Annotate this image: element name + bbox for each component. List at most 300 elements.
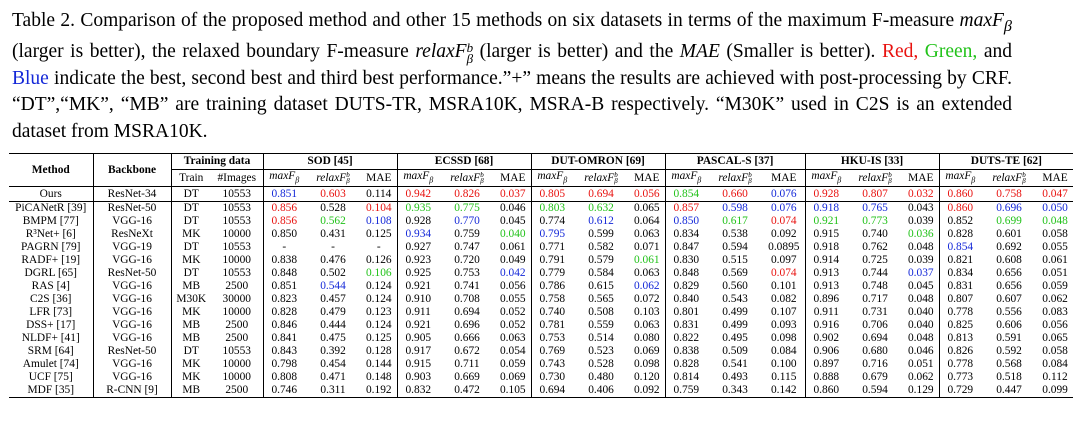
caption-math-relaxf: relaxF b β — [415, 39, 474, 66]
cell-backbone: VGG-16 — [93, 332, 171, 345]
cell-train: DT — [183, 345, 199, 358]
cell-value: 0.074 — [763, 267, 805, 280]
cell-value: 0.615 — [588, 280, 614, 293]
header-mae: MAE — [1037, 170, 1073, 187]
caption-green-word: Green, — [924, 41, 978, 63]
cell-value: 0.043 — [903, 202, 939, 216]
cell-value: 0.092 — [629, 384, 665, 398]
cell-value: 0.514 — [588, 332, 614, 345]
caption-text-1: Table 2. Comparison of the proposed method and other 15 methods on six datasets in terms of the maximum F-measure — [12, 10, 960, 31]
header-dataset: SOD [45] — [263, 154, 397, 170]
cell-value: 0.828 — [271, 306, 298, 319]
cell-value: 0.061 — [1042, 254, 1068, 267]
cell-backbone: VGG-19 — [93, 241, 171, 254]
header-train: Train — [171, 170, 211, 187]
cell-value: 0.559 — [588, 319, 614, 332]
cell-value: 0.092 — [763, 228, 805, 241]
caption-math-mae: MAE — [679, 41, 720, 63]
cell-value: 0.051 — [903, 358, 939, 371]
cell-value: 0.568 — [996, 358, 1022, 371]
header-maxf: maxF$_\beta$ — [397, 170, 439, 187]
cell-value: 0.617 — [722, 215, 748, 228]
cell-images: 2500 — [211, 332, 263, 345]
cell-value: 0.042 — [495, 267, 531, 280]
cell-value: 0.918 — [813, 241, 840, 254]
cell-value: 0.105 — [495, 384, 531, 398]
cell-value: 0.062 — [629, 280, 665, 293]
cell-value: 0.055 — [495, 293, 531, 306]
cell-value: 0.048 — [903, 241, 939, 254]
header-backbone: Backbone — [93, 154, 171, 187]
cell-method: NLDF+ [41] — [9, 332, 93, 345]
cell-value: 0.917 — [405, 345, 432, 358]
cell-value: 0.471 — [320, 371, 346, 384]
cell-value: - — [282, 241, 287, 254]
cell-value: 0.069 — [629, 345, 665, 358]
cell-method: RAS [4] — [9, 280, 93, 293]
cell-value: 0.913 — [813, 267, 840, 280]
cell-value: 0.072 — [629, 293, 665, 306]
cell-value: 0.097 — [763, 254, 805, 267]
table-row — [9, 345, 1073, 358]
cell-value: 0.606 — [996, 319, 1022, 332]
cell-value: 0.502 — [320, 267, 346, 280]
cell-value: 0.911 — [405, 306, 431, 319]
cell-value: 0.040 — [903, 306, 939, 319]
cell-value: 0.056 — [495, 280, 531, 293]
cell-value: 0.852 — [947, 215, 974, 228]
cell-train: MK — [182, 254, 201, 267]
header-relaxf: relaxF b β — [981, 170, 1037, 187]
cell-value: 0.098 — [763, 332, 805, 345]
cell-value: 0.509 — [722, 345, 748, 358]
cell-value: 0.828 — [947, 228, 974, 241]
cell-backbone: ResNet-50 — [93, 345, 171, 358]
cell-method: DSS+ [17] — [9, 319, 93, 332]
cell-value: 0.093 — [763, 319, 805, 332]
cell-value: 0.808 — [271, 371, 298, 384]
cell-value: 0.392 — [320, 345, 346, 358]
cell-value: 0.056 — [629, 187, 665, 202]
cell-value: 0.680 — [862, 345, 888, 358]
cell-value: 0.850 — [673, 215, 700, 228]
table-row — [9, 332, 1073, 345]
cell-value: 0.082 — [763, 293, 805, 306]
cell-images: 10000 — [211, 254, 263, 267]
cell-value: 0.656 — [996, 280, 1022, 293]
cell-value: 0.059 — [1042, 280, 1068, 293]
cell-method: SRM [64] — [9, 345, 93, 358]
cell-value: 0.115 — [763, 371, 805, 384]
cell-value: 0.848 — [673, 267, 700, 280]
cell-value: 0.457 — [320, 293, 346, 306]
header-dataset: DUTS-TE [62] — [939, 154, 1073, 170]
cell-value: 0.543 — [722, 293, 748, 306]
cell-value: 0.762 — [862, 241, 888, 254]
cell-value: 0.608 — [996, 254, 1022, 267]
cell-value: 0.857 — [673, 202, 700, 215]
cell-backbone: ResNet-50 — [93, 202, 171, 216]
header-dataset: DUT-OMRON [69] — [531, 154, 665, 170]
cell-images: 2500 — [211, 319, 263, 332]
cell-value: 0.771 — [539, 241, 566, 254]
cell-value: 0.544 — [320, 280, 346, 293]
cell-value: 0.921 — [405, 280, 432, 293]
cell-value: 0.902 — [813, 332, 840, 345]
cell-value: 0.725 — [862, 254, 888, 267]
cell-value: 0.061 — [629, 254, 665, 267]
cell-train: MB — [182, 280, 201, 293]
cell-value: 0.076 — [763, 187, 805, 202]
cell-value: 0.056 — [1042, 319, 1068, 332]
cell-value: 0.124 — [361, 293, 397, 306]
cell-train: MK — [182, 306, 201, 319]
cell-value: 0.773 — [947, 371, 974, 384]
header-dataset: PASCAL-S [37] — [665, 154, 805, 170]
table-row — [9, 306, 1073, 319]
cell-value: 0.311 — [305, 384, 361, 398]
cell-images: 10000 — [211, 358, 263, 371]
cell-value: 0.860 — [947, 202, 974, 215]
header-training-data: Training data — [171, 154, 263, 170]
cell-method: C2S [36] — [9, 293, 93, 306]
cell-value: 0.910 — [405, 293, 432, 306]
caption-red-word: Red, — [881, 41, 919, 63]
cell-value: 0.821 — [947, 254, 974, 267]
cell-value: 0.822 — [673, 332, 700, 345]
cell-value: 0.934 — [405, 228, 432, 241]
cell-value: 0.753 — [454, 267, 480, 280]
cell-value: 0.104 — [361, 202, 397, 216]
cell-value: 0.047 — [1037, 187, 1073, 202]
cell-value: 0.049 — [495, 254, 531, 267]
header-dataset: HKU-IS [33] — [805, 154, 939, 170]
cell-value: 0.126 — [361, 254, 397, 267]
cell-value: 0.918 — [813, 202, 840, 215]
cell-value: 0.798 — [271, 358, 298, 371]
cell-images: 2500 — [211, 280, 263, 293]
cell-value: 0.084 — [1042, 358, 1068, 371]
cell-value: 0.480 — [588, 371, 614, 384]
cell-method: UCF [75] — [9, 371, 93, 384]
cell-value: 0.666 — [454, 332, 480, 345]
cell-value: 0.660 — [707, 187, 763, 202]
cell-value: 0.860 — [805, 384, 847, 398]
cell-value: 0.825 — [947, 319, 974, 332]
cell-value: 0.063 — [629, 228, 665, 241]
cell-value: 0.805 — [531, 187, 573, 202]
cell-images: 10553 — [211, 345, 263, 358]
cell-value: 0.905 — [405, 332, 432, 345]
cell-value: 0.036 — [903, 228, 939, 241]
cell-value: 0.856 — [271, 215, 298, 228]
cell-value: 0.538 — [722, 228, 748, 241]
cell-value: 0.148 — [361, 371, 397, 384]
caption-text-2: (larger is better), the relaxed boundary F-measure — [12, 41, 416, 63]
cell-backbone: ResNet-50 — [93, 267, 171, 280]
cell-value: 0.476 — [320, 254, 346, 267]
cell-value: 0.831 — [673, 319, 700, 332]
cell-value: 0.063 — [629, 319, 665, 332]
cell-value: 0.807 — [947, 293, 974, 306]
cell-value: 0.829 — [673, 280, 700, 293]
cell-value: 0.913 — [813, 280, 840, 293]
cell-value: 0.694 — [531, 384, 573, 398]
caption-text-4: (Smaller is better). — [719, 41, 882, 63]
cell-value: 0.903 — [405, 371, 432, 384]
cell-value: 0.773 — [862, 215, 888, 228]
cell-value: 0.493 — [722, 371, 748, 384]
cell-value: 0.444 — [320, 319, 346, 332]
cell-value: 0.795 — [539, 228, 566, 241]
cell-value: 0.740 — [862, 228, 888, 241]
cell-value: 0.906 — [813, 345, 840, 358]
cell-value: 0.052 — [495, 306, 531, 319]
header-mae: MAE — [361, 170, 397, 187]
cell-value: 0.748 — [862, 280, 888, 293]
cell-value: 0.838 — [271, 254, 298, 267]
table-row — [9, 280, 1073, 293]
table-row — [9, 202, 1073, 216]
cell-value: 0.032 — [903, 187, 939, 202]
cell-value: 0.582 — [588, 241, 614, 254]
cell-value: 0.729 — [939, 384, 981, 398]
cell-backbone: VGG-16 — [93, 371, 171, 384]
header-relaxf: relaxF b β — [439, 170, 495, 187]
cell-value: 0.838 — [673, 345, 700, 358]
cell-value: 0.915 — [405, 358, 432, 371]
cell-value: 0.915 — [813, 228, 840, 241]
cell-value: 0.781 — [539, 319, 566, 332]
cell-value: 0.847 — [673, 241, 700, 254]
cell-value: 0.192 — [361, 384, 397, 398]
table-row — [9, 241, 1073, 254]
cell-value: 0.120 — [629, 371, 665, 384]
cell-backbone: R-CNN [9] — [93, 384, 171, 398]
cell-value: 0.565 — [588, 293, 614, 306]
cell-value: 0.840 — [673, 293, 700, 306]
cell-value: 0.694 — [454, 306, 480, 319]
cell-value: 0.759 — [454, 228, 480, 241]
cell-value: 0.562 — [320, 215, 346, 228]
cell-value: 0.107 — [763, 306, 805, 319]
cell-value: 0.669 — [454, 371, 480, 384]
cell-value: 0.101 — [763, 280, 805, 293]
table-row — [9, 293, 1073, 306]
caption-text-5: and — [977, 41, 1013, 63]
cell-method: DGRL [65] — [9, 267, 93, 280]
cell-images: 10000 — [211, 371, 263, 384]
cell-value: 0.765 — [862, 202, 888, 215]
caption-math-maxf: maxF$_\beta$ — [959, 10, 1012, 35]
cell-value: 0.037 — [903, 267, 939, 280]
cell-value: 0.774 — [539, 215, 566, 228]
cell-value: 0.731 — [862, 306, 888, 319]
cell-value: 0.594 — [722, 241, 748, 254]
cell-backbone: VGG-16 — [93, 319, 171, 332]
cell-value: 0.716 — [862, 358, 888, 371]
cell-value: 0.343 — [707, 384, 763, 398]
cell-value: 0.128 — [361, 345, 397, 358]
cell-train: M30K — [176, 293, 207, 306]
cell-value: 0.921 — [405, 319, 432, 332]
results-table — [9, 153, 1073, 398]
cell-value: 0.826 — [947, 345, 974, 358]
table-row — [9, 215, 1073, 228]
cell-value: 0.832 — [397, 384, 439, 398]
cell-value: 0.854 — [665, 187, 707, 202]
cell-value: 0.696 — [454, 319, 480, 332]
caption-text-3: (larger is better) and the — [473, 41, 680, 63]
cell-value: 0.479 — [320, 306, 346, 319]
cell-value: 0.801 — [673, 306, 700, 319]
cell-value: 0.569 — [722, 267, 748, 280]
cell-value: 0.142 — [763, 384, 805, 398]
header-images: #Images — [211, 170, 263, 187]
cell-value: 0.694 — [862, 332, 888, 345]
cell-value: 0.074 — [763, 215, 805, 228]
header-relaxf: relaxF b β — [305, 170, 361, 187]
cell-value: 0.828 — [673, 358, 700, 371]
cell-value: 0.807 — [847, 187, 903, 202]
cell-value: 0.914 — [813, 254, 840, 267]
cell-value: 0.708 — [454, 293, 480, 306]
cell-value: 0.065 — [1042, 332, 1068, 345]
cell-images: 10553 — [211, 241, 263, 254]
cell-backbone: ResNeXt — [93, 228, 171, 241]
cell-value: 0.124 — [361, 319, 397, 332]
cell-value: 0.499 — [722, 319, 748, 332]
cell-value: 0.834 — [673, 228, 700, 241]
cell-train: MK — [182, 371, 201, 384]
cell-value: 0.632 — [588, 202, 614, 215]
cell-value: 0.063 — [495, 332, 531, 345]
table-row — [9, 358, 1073, 371]
cell-train: DT — [183, 215, 199, 228]
cell-value: 0.778 — [947, 306, 974, 319]
cell-value: 0.499 — [722, 306, 748, 319]
cell-train: MK — [182, 228, 201, 241]
cell-value: 0.746 — [263, 384, 305, 398]
cell-value: 0.129 — [903, 384, 939, 398]
cell-value: 0.846 — [271, 319, 298, 332]
cell-value: 0.843 — [271, 345, 298, 358]
cell-value: 0.052 — [495, 319, 531, 332]
cell-train: DT — [183, 241, 199, 254]
table-row — [9, 384, 1073, 398]
cell-value: 0.897 — [813, 358, 840, 371]
cell-images: 10553 — [211, 202, 263, 216]
cell-value: 0.599 — [588, 228, 614, 241]
cell-backbone: VGG-16 — [93, 280, 171, 293]
cell-train: MB — [182, 319, 201, 332]
cell-backbone: VGG-16 — [93, 358, 171, 371]
header-relaxf: relaxF b β — [707, 170, 763, 187]
cell-images: 10000 — [211, 228, 263, 241]
cell-value: 0.541 — [722, 358, 748, 371]
cell-value: 0.454 — [320, 358, 346, 371]
cell-value: 0.556 — [996, 306, 1022, 319]
cell-value: 0.084 — [763, 345, 805, 358]
header-maxf: maxF$_\beta$ — [531, 170, 573, 187]
cell-backbone: ResNet-34 — [93, 187, 171, 202]
cell-value: 0.851 — [263, 187, 305, 202]
cell-value: 0.594 — [847, 384, 903, 398]
cell-value: 0.888 — [813, 371, 840, 384]
cell-value: 0.758 — [981, 187, 1037, 202]
cell-value: 0.896 — [813, 293, 840, 306]
cell-value: 0.830 — [673, 254, 700, 267]
cell-value: 0.523 — [588, 345, 614, 358]
cell-value: 0.925 — [405, 267, 432, 280]
cell-value: 0.813 — [947, 332, 974, 345]
cell-value: 0.743 — [539, 358, 566, 371]
cell-value: 0.040 — [495, 228, 531, 241]
cell-images: 2500 — [211, 384, 263, 398]
cell-method: PiCANetR [39] — [9, 202, 93, 216]
cell-value: 0.921 — [813, 215, 840, 228]
cell-value: 0.050 — [1042, 202, 1068, 215]
cell-value: 0.062 — [903, 371, 939, 384]
cell-method: RADF+ [19] — [9, 254, 93, 267]
cell-value: 0.579 — [588, 254, 614, 267]
cell-method: BMPM [77] — [9, 215, 93, 228]
cell-value: 0.656 — [996, 267, 1022, 280]
cell-value: 0.406 — [573, 384, 629, 398]
cell-train: MK — [182, 358, 201, 371]
cell-method: R³Net+ [6] — [9, 228, 93, 241]
cell-value: 0.058 — [1042, 345, 1068, 358]
header-mae: MAE — [763, 170, 805, 187]
cell-backbone: VGG-16 — [93, 306, 171, 319]
cell-value: 0.831 — [947, 280, 974, 293]
cell-value: 0.759 — [665, 384, 707, 398]
cell-value: 0.741 — [454, 280, 480, 293]
cell-value: 0.730 — [539, 371, 566, 384]
cell-train: DT — [171, 187, 211, 202]
cell-value: 0.692 — [996, 241, 1022, 254]
cell-value: 0.054 — [495, 345, 531, 358]
cell-value: 0.071 — [629, 241, 665, 254]
cell-method: Amulet [74] — [9, 358, 93, 371]
cell-value: 0.125 — [361, 332, 397, 345]
cell-value: 0.848 — [271, 267, 298, 280]
cell-value: 0.055 — [1042, 241, 1068, 254]
header-method: Method — [9, 154, 93, 187]
cell-value: 0.591 — [996, 332, 1022, 345]
cell-value: 0.927 — [405, 241, 432, 254]
cell-value: 0.100 — [763, 358, 805, 371]
cell-value: 0.045 — [495, 215, 531, 228]
table-row — [9, 228, 1073, 241]
cell-value: 0.106 — [361, 267, 397, 280]
cell-value: 0.672 — [454, 345, 480, 358]
cell-value: 0.911 — [813, 306, 839, 319]
cell-value: 0.064 — [629, 215, 665, 228]
cell-value: 0.061 — [495, 241, 531, 254]
cell-value: 0.753 — [539, 332, 566, 345]
cell-value: 0.779 — [539, 267, 566, 280]
cell-value: 0.076 — [763, 202, 805, 216]
cell-value: 0.472 — [439, 384, 495, 398]
cell-value: 0.758 — [539, 293, 566, 306]
cell-value: 0.778 — [947, 358, 974, 371]
cell-value: 0.584 — [588, 267, 614, 280]
cell-value: 0.612 — [588, 215, 614, 228]
caption-blue-word: Blue — [12, 67, 49, 89]
cell-value: 0.841 — [271, 332, 298, 345]
table-row — [9, 371, 1073, 384]
